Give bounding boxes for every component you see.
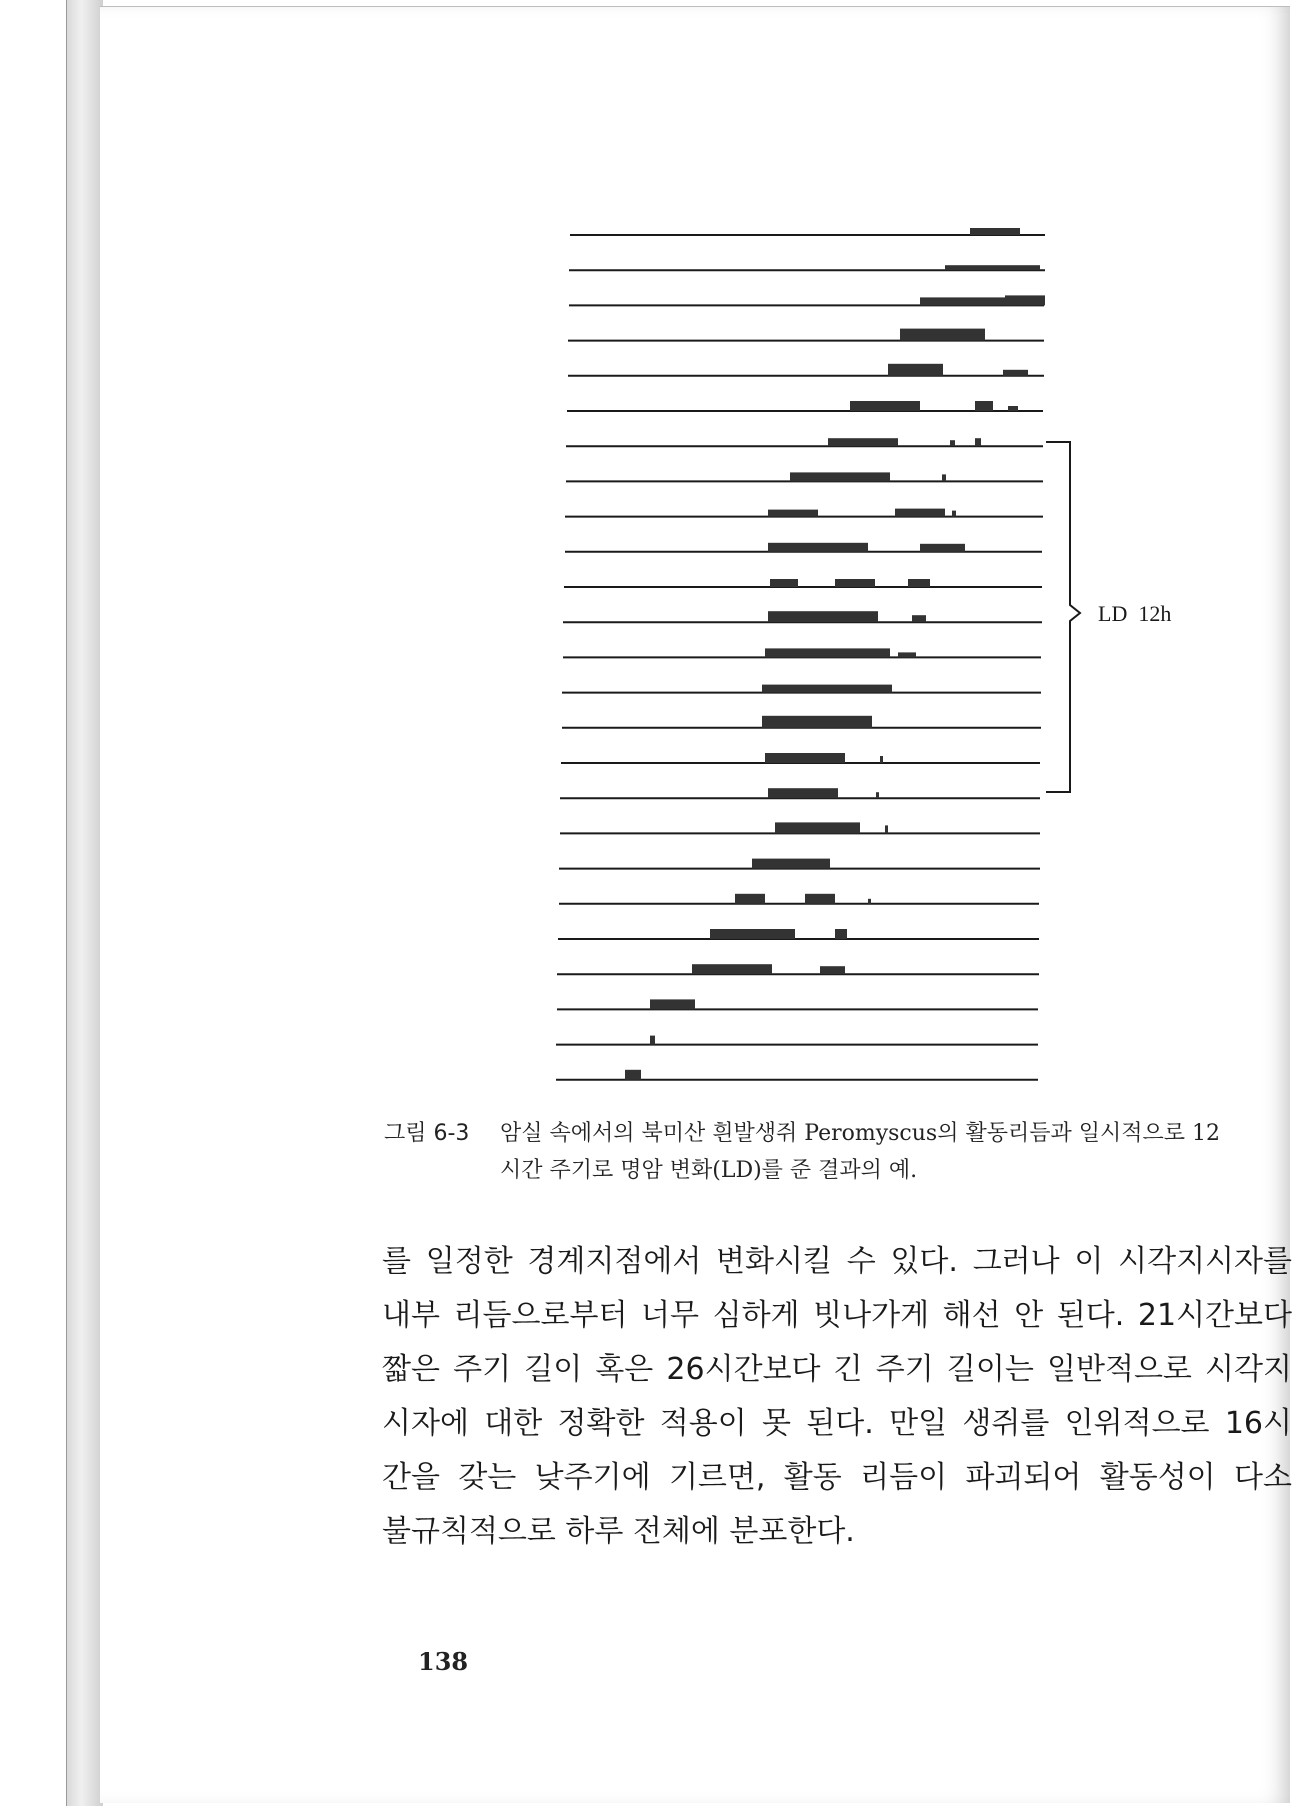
actogram-figure	[550, 217, 1200, 1087]
activity-block	[692, 964, 772, 974]
body-paragraph	[382, 1235, 1292, 1559]
caption-line-1	[384, 1115, 1294, 1152]
body-line: 내부 리듬으로부터 너무 심하게 빗나가게 해선 안 된다. 21시간보다	[382, 1298, 1292, 1333]
page-number: 138	[418, 1647, 469, 1676]
ld-bracket-shape	[1046, 442, 1080, 792]
activity-block	[768, 543, 868, 552]
activity-block	[975, 438, 981, 446]
activity-block	[765, 648, 890, 657]
caption-line-2: 시간 주기로 명암 변화(LD)를 준 결과의 예.	[500, 1158, 918, 1183]
body-line: 불규칙적으로 하루 전체에 분포한다.	[382, 1514, 855, 1549]
activity-block	[768, 788, 838, 798]
body-line: 를 일정한 경계지점에서 변화시킬 수 있다. 그러나 이 시각지시자를	[382, 1244, 1292, 1279]
activity-block	[908, 579, 930, 587]
activity-block	[1005, 295, 1045, 305]
book-edge	[66, 0, 103, 1806]
activity-block	[970, 228, 1020, 235]
activity-block	[850, 401, 920, 411]
activity-block	[650, 1036, 655, 1045]
activity-block	[895, 509, 945, 517]
activity-block	[625, 1070, 641, 1080]
activity-block	[912, 615, 926, 622]
activity-block	[710, 929, 795, 939]
activity-block	[770, 579, 798, 587]
activity-block	[828, 438, 898, 446]
activity-block	[1008, 406, 1018, 411]
activity-block	[762, 685, 892, 693]
activity-block	[762, 716, 872, 728]
activity-block	[650, 999, 695, 1009]
caption-text-1: 암실 속에서의 북미산 흰발생쥐 Peromyscus의 활동리듬과 일시적으로 12	[500, 1121, 1220, 1146]
activity-block	[1003, 370, 1028, 376]
activity-block	[790, 472, 890, 481]
page	[100, 6, 1290, 1803]
caption-label: 그림 6-3	[384, 1121, 470, 1146]
body-line: 간을 갖는 낮주기에 기르면, 활동 리듬이 파괴되어 활동성이 다소	[382, 1460, 1292, 1495]
activity-block	[835, 929, 847, 939]
figure-caption	[384, 1115, 1294, 1189]
activity-block	[805, 894, 835, 904]
activity-block	[765, 753, 845, 763]
activity-block	[768, 611, 878, 622]
activity-block	[885, 825, 888, 833]
ld-label: LD 12h	[1098, 601, 1172, 626]
body-line: 시자에 대한 정확한 적용이 못 된다. 만일 생쥐를 인위적으로 16시	[382, 1406, 1292, 1441]
activity-block	[898, 652, 916, 657]
activity-block	[768, 510, 818, 517]
activity-block	[950, 440, 955, 446]
activity-block	[880, 756, 883, 763]
activity-block	[876, 792, 879, 798]
activity-block	[775, 822, 860, 833]
activity-block	[975, 401, 993, 411]
actogram-rows	[556, 228, 1045, 1080]
activity-block	[820, 966, 845, 974]
activity-block	[752, 859, 830, 869]
activity-block	[888, 364, 943, 376]
activity-block	[868, 899, 871, 904]
body-line: 짧은 주기 길이 혹은 26시간보다 긴 주기 길이는 일반적으로 시각지	[382, 1352, 1292, 1387]
activity-block	[920, 544, 965, 552]
activity-block	[900, 329, 985, 341]
activity-block	[835, 579, 875, 587]
activity-block	[945, 265, 1040, 270]
activity-block	[952, 511, 956, 517]
activity-block	[735, 894, 765, 904]
activity-block	[942, 474, 946, 481]
